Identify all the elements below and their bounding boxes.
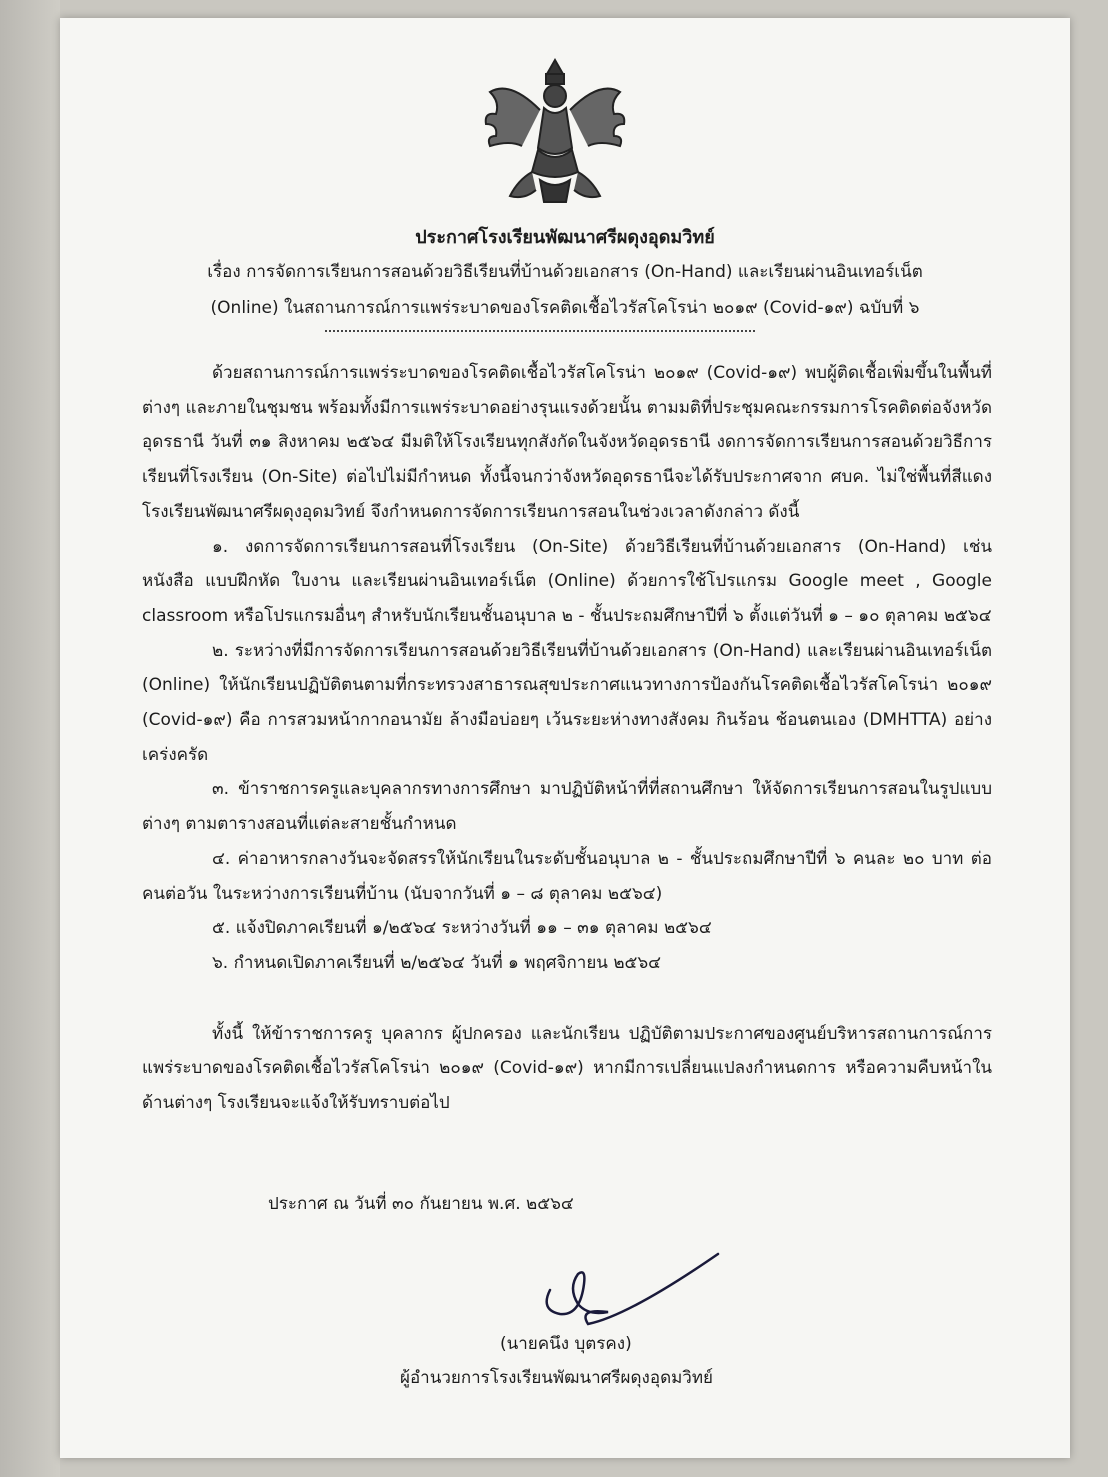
subject-line-1: เรื่อง การจัดการเรียนการสอนด้วยวิธีเรียนที่บ้านด้วยเอกสาร (On-Hand) และเรียนผ่านอินเทอร์เน็ต bbox=[207, 262, 923, 282]
item-2: ๒. ระหว่างที่มีการจัดการเรียนการสอนด้วยวิธีเรียนที่บ้านด้วยเอกสาร (On-Hand) และเรียนผ่านอินเทอร์เน็ต (Online) ให้นักเรียนปฏิบัติตนตามที่กระทรวงสาธารณสุขประกาศแนวทางการป้องกันโรคติดเชื้อไวรัสโคโรน่า ๒๐๑๙ (Covid-๑๙) คือ การสวมหน้ากากอนามัย ล้างมือบ่อยๆ เว้นระยะห่างทางสังคม กินร้อน ช้อนตนเอง (DMHTTA) อย่างเคร่งครัด bbox=[142, 640, 992, 765]
signature-icon bbox=[530, 1250, 730, 1330]
background-edge bbox=[0, 0, 60, 1477]
item-5: ๕. แจ้งปิดภาคเรียนที่ ๑/๒๕๖๔ ระหว่างวันที่ ๑๑ – ๓๑ ตุลาคม ๒๕๖๔ bbox=[212, 918, 712, 939]
announcement-date: ประกาศ ณ วันที่ ๓๐ กันยายน พ.ศ. ๒๕๖๔ bbox=[268, 1194, 574, 1214]
document-page bbox=[60, 18, 1070, 1458]
document-body bbox=[142, 356, 992, 1121]
item-6: ๖. กำหนดเปิดภาคเรียนที่ ๒/๒๕๖๔ วันที่ ๑ พฤศจิกายน ๒๕๖๔ bbox=[212, 952, 662, 973]
closing-paragraph: ทั้งนี้ ให้ข้าราชการครู บุคลากร ผู้ปกครอง และนักเรียน ปฏิบัติตามประกาศของศูนย์บริหารสถานการณ์การแพร่ระบาดของโรคติดเชื้อไวรัสโคโรน่า ๒๐๑๙ (Covid-๑๙) หากมีการเปลี่ยนแปลงกำหนดการ หรือความคืบหน้าในด้านต่างๆ โรงเรียนจะแจ้งให้รับทราบต่อไป bbox=[142, 1023, 992, 1114]
dotted-divider bbox=[325, 330, 755, 332]
intro-paragraph: ด้วยสถานการณ์การแพร่ระบาดของโรคติดเชื้อไวรัสโคโรน่า ๒๐๑๙ (Covid-๑๙) พบผู้ติดเชื้อเพิ่มขึ้นในพื้นที่ต่างๆ และภายในชุมชน พร้อมทั้งมีการแพร่ระบาดอย่างรุนแรงด้วยนั้น ตามมติที่ประชุมคณะกรรมการโรคติดต่อจังหวัดอุดรธานี วันที่ ๓๑ สิงหาคม ๒๕๖๔ มีมติให้โรงเรียนทุกสังกัดในจังหวัดอุดรธานี งดการจัดการเรียนการสอนด้วยวิธีการเรียนที่โรงเรียน (On-Site) ต่อไปไม่มีกำหนด ทั้งนี้จนกว่าจังหวัดอุดรธานีจะได้รับประกาศจาก ศบค. ไม่ใช่พื้นที่สีแดง โรงเรียนพัฒนาศรีผดุงอุดมวิทย์ จึงกำหนดการจัดการเรียนการสอนในช่วงเวลาดังกล่าว ดังนี้ bbox=[142, 363, 992, 522]
garuda-emblem-icon bbox=[480, 50, 630, 215]
signer-name: (นายคนึง บุตรคง) bbox=[500, 1334, 632, 1354]
document-title: ประกาศโรงเรียนพัฒนาศรีผดุงอุดมวิทย์ bbox=[415, 227, 715, 248]
item-3: ๓. ข้าราชการครูและบุคลากรทางการศึกษา มาปฏิบัติหน้าที่ที่สถานศึกษา ให้จัดการเรียนการสอนในรูปแบบ ต่างๆ ตามตารางสอนที่แต่ละสายชั้นกำหนด bbox=[142, 779, 992, 835]
spacer bbox=[142, 981, 992, 1017]
item-1: ๑. งดการจัดการเรียนการสอนที่โรงเรียน (On-Site) ด้วยวิธีเรียนที่บ้านด้วยเอกสาร (On-Hand) เช่น หนังสือ แบบฝึกหัด ใบงาน และเรียนผ่านอินเทอร์เน็ต (Online) ด้วยการใช้โปรแกรม Google meet , Google classroom หรือโปรแกรมอื่นๆ สำหรับนักเรียนชั้นอนุบาล ๒ - ชั้นประถมศึกษาปีที่ ๖ ตั้งแต่วันที่ ๑ – ๑๐ ตุลาคม ๒๕๖๔ bbox=[142, 536, 992, 626]
item-4: ๔. ค่าอาหารกลางวันจะจัดสรรให้นักเรียนในระดับชั้นอนุบาล ๒ - ชั้นประถมศึกษาปีที่ ๖ คนละ ๒๐ บาท ต่อคนต่อวัน ในระหว่างการเรียนที่บ้าน (นับจากวันที่ ๑ – ๘ ตุลาคม ๒๕๖๔) bbox=[142, 848, 992, 904]
subject-line-2: (Online) ในสถานการณ์การแพร่ระบาดของโรคติดเชื้อไวรัสโคโรน่า ๒๐๑๙ (Covid-๑๙) ฉบับที่ ๖ bbox=[210, 298, 920, 318]
signer-title: ผู้อำนวยการโรงเรียนพัฒนาศรีผดุงอุดมวิทย์ bbox=[400, 1368, 714, 1388]
